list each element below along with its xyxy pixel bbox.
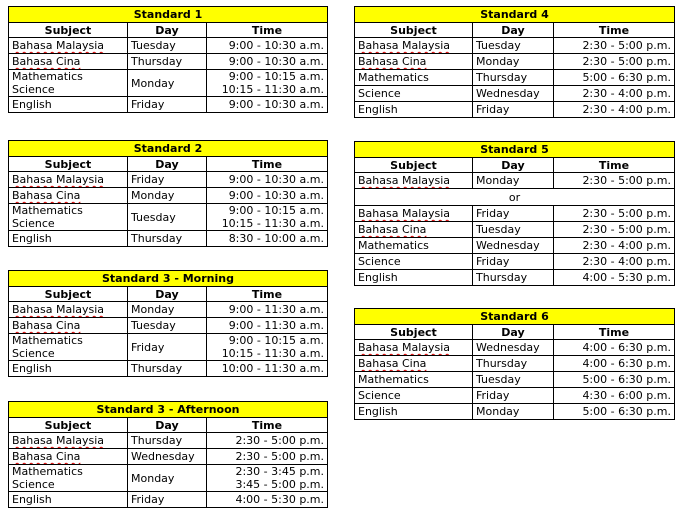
table-row	[355, 404, 675, 420]
table-row	[355, 388, 675, 404]
day-cell: Monday	[473, 54, 554, 70]
time-cell: 2:30 - 4:00 p.m.	[554, 254, 675, 270]
table-row	[9, 231, 328, 247]
table-row	[9, 302, 328, 318]
time-cell: 2:30 - 3:45 p.m.	[235, 465, 325, 478]
subject-header: Subject	[355, 23, 473, 38]
day-cell: Tuesday	[128, 204, 207, 231]
table-row	[355, 206, 675, 222]
time-header: Time	[207, 418, 328, 433]
table-row	[355, 222, 675, 238]
standard-6-table	[354, 308, 675, 420]
subject-cell: Bahasa Malaysia	[358, 174, 451, 187]
subject-cell: Bahasa Malaysia	[12, 39, 105, 52]
time-header: Time	[554, 23, 675, 38]
subject-cell: Mathematics	[12, 334, 83, 347]
day-cell: Monday	[473, 173, 554, 189]
subject-header: Subject	[9, 418, 128, 433]
subject-cell: Bahasa Cina	[12, 450, 81, 463]
day-cell: Friday	[128, 97, 207, 113]
day-cell: Thursday	[473, 270, 554, 286]
subject-cell: Bahasa Malaysia	[12, 434, 105, 447]
time-cell: 2:30 - 5:00 p.m.	[207, 449, 328, 465]
day-cell: Tuesday	[473, 222, 554, 238]
subject-cell: Bahasa Cina	[358, 357, 427, 370]
table-row	[9, 54, 328, 70]
table-row	[9, 70, 328, 97]
day-cell: Wednesday	[473, 86, 554, 102]
day-cell: Thursday	[128, 361, 207, 377]
day-cell: Wednesday	[128, 449, 207, 465]
subject-cell: Mathematics	[12, 465, 83, 478]
subject-header: Subject	[9, 23, 128, 38]
day-cell: Thursday	[128, 54, 207, 70]
day-header: Day	[128, 418, 207, 433]
time-cell: 8:30 - 10:00 a.m.	[207, 231, 328, 247]
time-cell: 9:00 - 10:15 a.m.	[228, 334, 324, 347]
time-cell: 2:30 - 5:00 p.m.	[554, 222, 675, 238]
day-cell: Friday	[473, 388, 554, 404]
day-header: Day	[128, 287, 207, 302]
subject-cell: Mathematics	[355, 372, 473, 388]
subject-cell: Bahasa Malaysia	[358, 341, 451, 354]
subject-cell: Mathematics	[355, 238, 473, 254]
time-cell: 9:00 - 11:30 a.m.	[207, 318, 328, 334]
time-header: Time	[554, 325, 675, 340]
standard-4-table	[354, 6, 675, 118]
subject-cell: Mathematics	[12, 204, 83, 217]
time-cell: 2:30 - 5:00 p.m.	[207, 433, 328, 449]
time-cell: 2:30 - 4:00 p.m.	[554, 102, 675, 118]
table-title: Standard 6	[355, 309, 675, 325]
time-cell: 10:15 - 11:30 a.m.	[221, 217, 324, 230]
subject-cell: Science	[355, 254, 473, 270]
subject-header: Subject	[355, 158, 473, 173]
table-row	[355, 54, 675, 70]
standard-3-morning-table	[8, 270, 328, 377]
subject-cell: English	[9, 97, 128, 113]
table-row	[355, 70, 675, 86]
time-cell: 2:30 - 4:00 p.m.	[554, 238, 675, 254]
time-cell: 9:00 - 10:30 a.m.	[207, 97, 328, 113]
day-cell: Tuesday	[128, 38, 207, 54]
day-header: Day	[473, 325, 554, 340]
day-cell: Thursday	[473, 70, 554, 86]
subject-cell: English	[9, 231, 128, 247]
subject-header: Subject	[355, 325, 473, 340]
time-cell: 9:00 - 10:30 a.m.	[207, 172, 328, 188]
table-row	[355, 254, 675, 270]
subject-cell: English	[355, 102, 473, 118]
day-cell: Friday	[473, 254, 554, 270]
day-header: Day	[128, 23, 207, 38]
day-cell: Friday	[473, 102, 554, 118]
time-cell: 2:30 - 5:00 p.m.	[554, 206, 675, 222]
day-cell: Thursday	[128, 433, 207, 449]
table-row	[355, 340, 675, 356]
table-row	[9, 38, 328, 54]
time-header: Time	[207, 287, 328, 302]
day-cell: Friday	[473, 206, 554, 222]
time-cell: 9:00 - 11:30 a.m.	[207, 302, 328, 318]
time-cell: 2:30 - 5:00 p.m.	[554, 38, 675, 54]
time-cell: 4:00 - 5:30 p.m.	[554, 270, 675, 286]
subject-cell: English	[355, 404, 473, 420]
time-cell: 2:30 - 5:00 p.m.	[554, 173, 675, 189]
subject-cell: Bahasa Malaysia	[12, 303, 105, 316]
table-row	[9, 334, 328, 361]
subject-cell: Mathematics	[12, 70, 83, 83]
time-cell: 4:00 - 5:30 p.m.	[207, 492, 328, 508]
subject-cell: Bahasa Malaysia	[358, 39, 451, 52]
subject-cell: Bahasa Malaysia	[358, 207, 451, 220]
subject-cell: English	[9, 361, 128, 377]
time-cell: 10:00 - 11:30 a.m.	[207, 361, 328, 377]
standard-3-afternoon-table	[8, 401, 328, 508]
table-row	[9, 188, 328, 204]
standard-1-table	[8, 6, 328, 113]
subject-cell: Bahasa Cina	[12, 319, 81, 332]
subject-cell: Bahasa Malaysia	[12, 173, 105, 186]
time-cell: 5:00 - 6:30 p.m.	[554, 70, 675, 86]
subject-header: Subject	[9, 287, 128, 302]
standard-5-table	[354, 141, 675, 286]
time-header: Time	[207, 23, 328, 38]
time-cell: 2:30 - 5:00 p.m.	[554, 54, 675, 70]
table-row	[355, 372, 675, 388]
time-cell: 4:30 - 6:00 p.m.	[554, 388, 675, 404]
table-title: Standard 3 - Morning	[9, 271, 328, 287]
day-cell: Thursday	[473, 356, 554, 372]
table-row	[355, 173, 675, 189]
day-cell: Wednesday	[473, 238, 554, 254]
day-cell: Monday	[473, 404, 554, 420]
time-cell: 5:00 - 6:30 p.m.	[554, 404, 675, 420]
day-header: Day	[473, 23, 554, 38]
table-row	[9, 318, 328, 334]
time-cell: 9:00 - 10:15 a.m.	[228, 70, 324, 83]
subject-cell: Science	[12, 217, 55, 230]
day-cell: Friday	[128, 172, 207, 188]
day-cell: Monday	[128, 465, 207, 492]
day-cell: Thursday	[128, 231, 207, 247]
day-header: Day	[473, 158, 554, 173]
table-title: Standard 2	[9, 141, 328, 157]
day-cell: Tuesday	[128, 318, 207, 334]
subject-cell: Science	[355, 388, 473, 404]
subject-cell: English	[355, 270, 473, 286]
subject-cell: Bahasa Cina	[12, 55, 81, 68]
standard-2-table	[8, 140, 328, 247]
table-title: Standard 5	[355, 142, 675, 158]
subject-cell: Mathematics	[355, 70, 473, 86]
table-row	[355, 102, 675, 118]
subject-cell: Bahasa Cina	[358, 55, 427, 68]
day-cell: Wednesday	[473, 340, 554, 356]
subject-cell: Science	[355, 86, 473, 102]
table-row	[9, 433, 328, 449]
table-row	[9, 449, 328, 465]
table-row	[355, 86, 675, 102]
table-title: Standard 4	[355, 7, 675, 23]
time-cell: 10:15 - 11:30 a.m.	[221, 83, 324, 96]
time-header: Time	[207, 157, 328, 172]
table-row	[9, 465, 328, 492]
time-cell: 9:00 - 10:30 a.m.	[207, 54, 328, 70]
day-cell: Monday	[128, 302, 207, 318]
day-cell: Friday	[128, 492, 207, 508]
table-row	[9, 204, 328, 231]
table-row	[9, 97, 328, 113]
table-title: Standard 1	[9, 7, 328, 23]
day-cell: Tuesday	[473, 38, 554, 54]
time-cell: 10:15 - 11:30 a.m.	[221, 347, 324, 360]
day-header: Day	[128, 157, 207, 172]
time-cell: 5:00 - 6:30 p.m.	[554, 372, 675, 388]
subject-cell: Science	[12, 478, 55, 491]
time-cell: 2:30 - 4:00 p.m.	[554, 86, 675, 102]
time-cell: 9:00 - 10:30 a.m.	[207, 188, 328, 204]
day-cell: Monday	[128, 188, 207, 204]
day-cell: Friday	[128, 334, 207, 361]
table-row	[355, 38, 675, 54]
subject-cell: Science	[12, 83, 55, 96]
table-row	[9, 172, 328, 188]
table-row	[355, 356, 675, 372]
table-row	[355, 270, 675, 286]
table-title: Standard 3 - Afternoon	[9, 402, 328, 418]
subject-header: Subject	[9, 157, 128, 172]
subject-cell: Science	[12, 347, 55, 360]
subject-cell: Bahasa Cina	[12, 189, 81, 202]
time-cell: 3:45 - 5:00 p.m.	[235, 478, 325, 491]
table-row	[9, 361, 328, 377]
time-header: Time	[554, 158, 675, 173]
table-row	[355, 238, 675, 254]
time-cell: 9:00 - 10:15 a.m.	[228, 204, 324, 217]
time-cell: 4:00 - 6:30 p.m.	[554, 340, 675, 356]
day-cell: Monday	[128, 70, 207, 97]
time-cell: 9:00 - 10:30 a.m.	[207, 38, 328, 54]
table-row	[9, 492, 328, 508]
day-cell: Tuesday	[473, 372, 554, 388]
or-separator: or	[355, 189, 675, 206]
subject-cell: Bahasa Cina	[358, 223, 427, 236]
time-cell: 4:00 - 6:30 p.m.	[554, 356, 675, 372]
subject-cell: English	[9, 492, 128, 508]
or-row	[355, 189, 675, 206]
